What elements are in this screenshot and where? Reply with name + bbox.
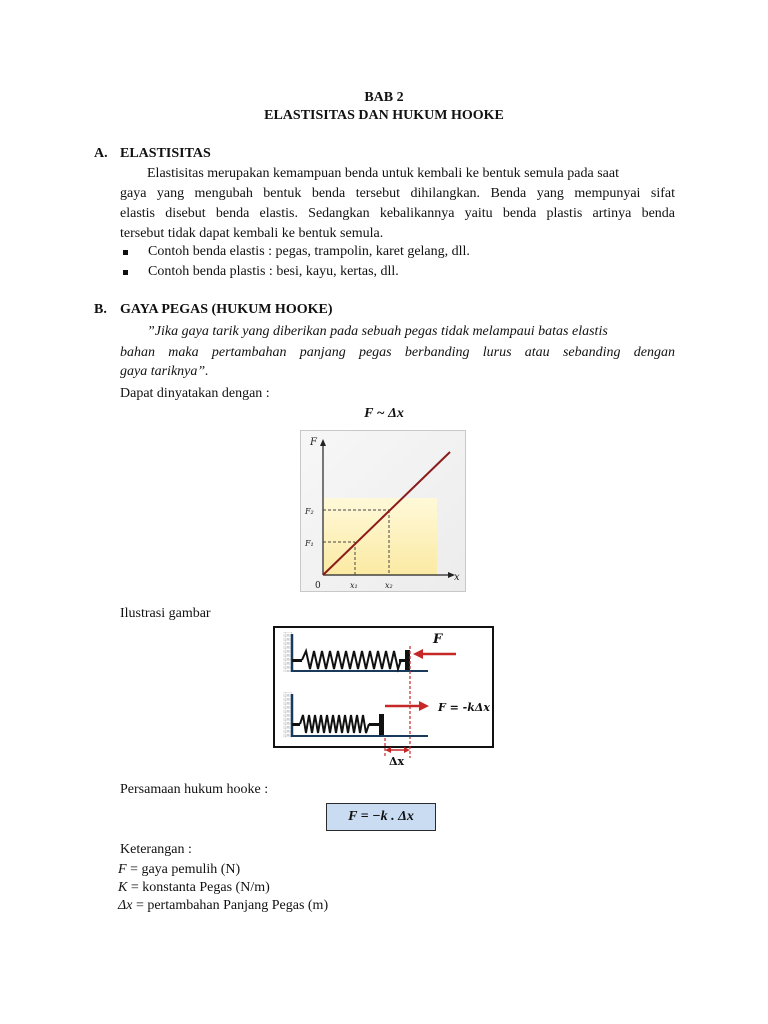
wall-top xyxy=(283,632,292,672)
wall-bottom xyxy=(283,692,292,738)
section-a-title: ELASTISITAS xyxy=(120,146,211,161)
section-b-title: GAYA PEGAS (HUKUM HOOKE) xyxy=(120,302,333,317)
section-b-label: B. xyxy=(94,302,107,317)
spring-top-mount xyxy=(292,659,302,662)
graph-x-label: x xyxy=(454,572,460,583)
spring-top-joint xyxy=(399,659,405,662)
bullet-text: Contoh benda plastis : besi, kayu, kertas, dll. xyxy=(148,264,399,279)
block-bottom xyxy=(379,714,384,735)
spring-bottom-mount xyxy=(292,723,300,726)
stated-as-text: Dapat dinyatakan dengan : xyxy=(120,386,270,401)
equation-label: Persamaan hukum hooke : xyxy=(120,782,269,797)
legend-symbol: K xyxy=(118,880,128,895)
block-top xyxy=(405,650,410,670)
bullet-item xyxy=(120,244,470,260)
legend-row xyxy=(118,880,270,896)
chapter-label: BAB 2 xyxy=(364,90,404,105)
quote-line-1: ”Jika gaya tarik yang diberikan pada sebuah pegas tidak melampaui batas elastis xyxy=(147,324,608,339)
section-a-line-1: Elastisitas merupakan kemampuan benda untuk kembali ke bentuk semula pada saat xyxy=(147,166,619,181)
spring-illustration xyxy=(273,626,494,768)
section-a-line-2: gaya yang mengubah bentuk benda tersebut dihilangkan. Benda yang mempunyai sifat xyxy=(120,186,675,201)
hooke-formula: F = −k . Δx xyxy=(348,809,414,824)
spring-bottom-joint xyxy=(369,723,379,726)
graph-origin-label: 0 xyxy=(315,581,321,591)
chapter-title: ELASTISITAS DAN HUKUM HOOKE xyxy=(264,108,504,123)
graph-x2-label: x₂ xyxy=(385,581,393,590)
graph-x1-label: x₁ xyxy=(350,581,358,590)
proportional-formula: F ~ Δx xyxy=(364,406,404,421)
graph-y-label: F xyxy=(310,437,317,448)
legend-row xyxy=(118,898,328,914)
quote-line-3: gaya tariknya”. xyxy=(120,364,209,379)
bullet-item xyxy=(120,264,399,280)
graph-f1-label: F₁ xyxy=(305,539,314,548)
delta-x-label: Δx xyxy=(389,755,405,768)
section-a-line-3: elastis disebut benda elastis. Sedangkan kebalikannya yaitu benda plastis artinya benda xyxy=(120,206,675,221)
legend-desc: = pertambahan Panjang Pegas (m) xyxy=(132,898,329,913)
legend-symbol: F xyxy=(118,862,127,877)
bullet-icon xyxy=(123,250,128,255)
bullet-text: Contoh benda elastis : pegas, trampolin, karet gelang, dll. xyxy=(148,244,470,259)
legend-symbol: Δx xyxy=(118,898,133,913)
section-a-label: A. xyxy=(94,146,108,161)
legend-label: Keterangan : xyxy=(120,842,192,857)
graph-f2-label: F₂ xyxy=(305,507,314,516)
legend-row xyxy=(118,862,240,878)
legend-desc: = gaya pemulih (N) xyxy=(126,862,241,877)
applied-force-label: F xyxy=(433,632,443,647)
legend-desc: = konstanta Pegas (N/m) xyxy=(127,880,270,895)
quote-line-2: bahan maka pertambahan panjang pegas berbanding lurus atau sebanding dengan xyxy=(120,345,675,360)
bullet-icon xyxy=(123,270,128,275)
illustration-label: Ilustrasi gambar xyxy=(120,606,211,621)
force-extension-graph xyxy=(300,430,466,592)
restoring-force-label: F = -kΔx xyxy=(438,701,490,714)
section-a-line-4: tersebut tidak dapat kembali ke bentuk semula. xyxy=(120,226,384,241)
hooke-formula-box xyxy=(326,803,436,831)
